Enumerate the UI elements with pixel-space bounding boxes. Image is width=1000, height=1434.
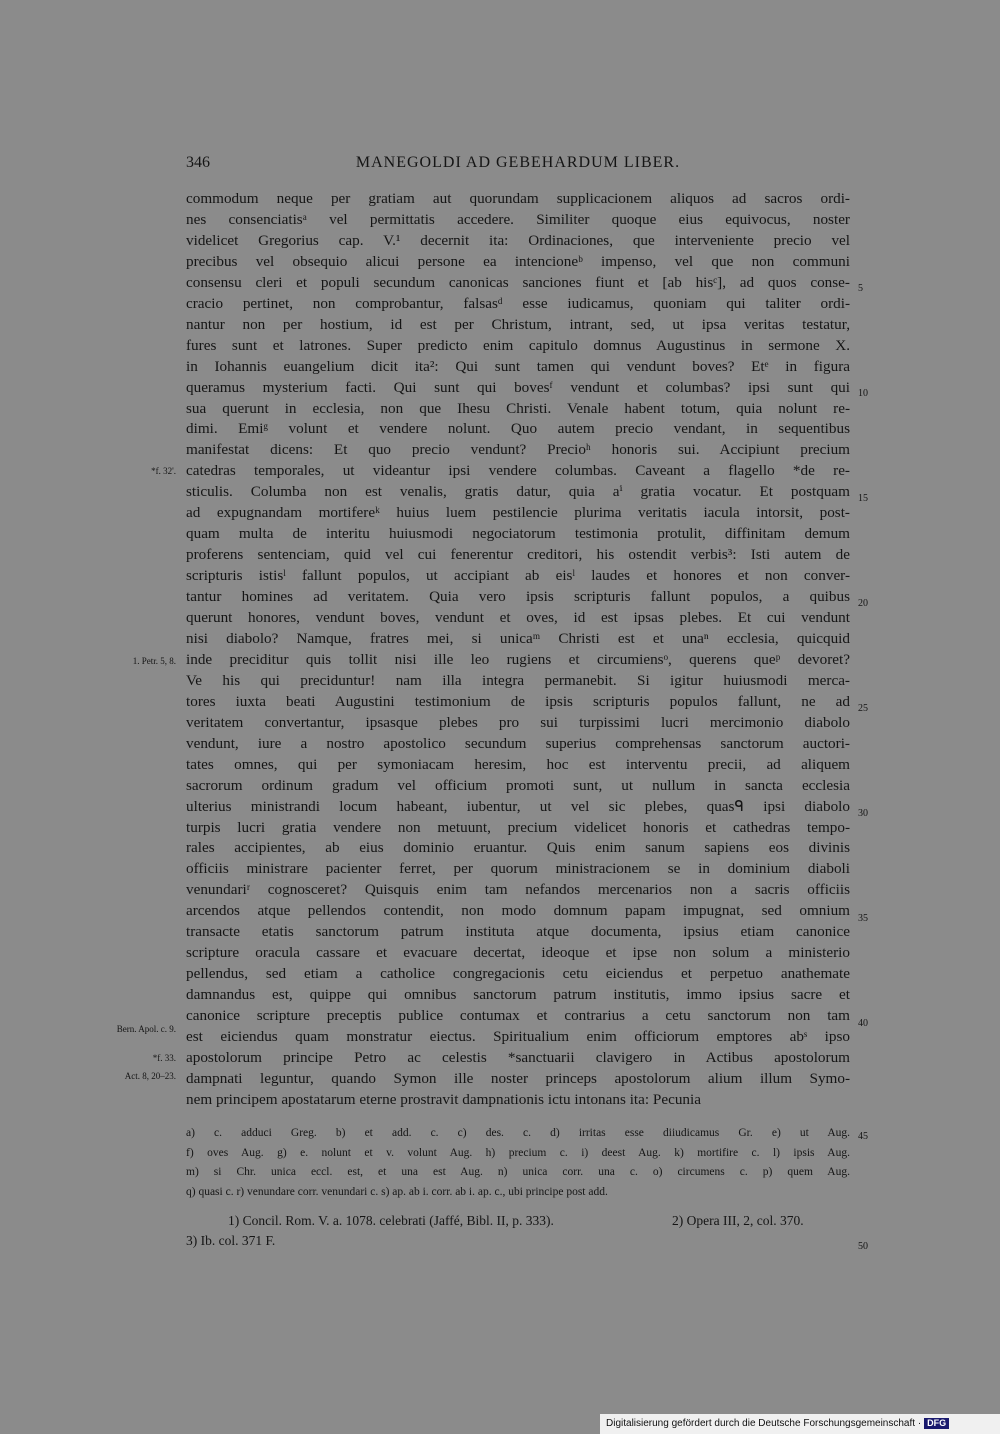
- text-line: tores iuxta beati Augustini testimonium de ipsis scripturis populos fallunt, ne ad: [186, 692, 850, 710]
- text-line: venundariʳ cognosceret? Quisquis enim tam nefandos mercenarios non a sacris officiis: [186, 881, 850, 899]
- line-number: 50: [858, 1241, 868, 1252]
- text-line: canonice scripture preceptis publice contumax et contrarius a cetu sanctorum non tam: [186, 1007, 850, 1024]
- text-line: scripture oracula cassare et evacuare decertat, ideoque et ipse non solum a ministerio: [186, 944, 850, 962]
- text-line: ad expugnandam mortifereᵏ huius luem pestilencie plurima veritatis iacula intorsit, post-: [186, 504, 850, 522]
- line-number: 45: [858, 1131, 868, 1142]
- text-line: nem principem apostatarum eterne prostravit dampnationis ictu intonans ita: Pecunia: [186, 1090, 701, 1108]
- text-line: consensu cleri et populi secundum canonicas sanciones fiunt et [ab hisᶜ], ad quos conse-: [186, 273, 850, 291]
- variant-note: q) quasi c. r) venundare corr. venundari c. s) ap. ab i. corr. ab i. ap. c., ubi principe post add.: [186, 1185, 608, 1198]
- text-line: sacrorum ordinum gradum vel officium promoti sunt, ut nullum in sancta ecclesia: [186, 776, 850, 794]
- margin-note: Act. 8, 20–23.: [124, 1071, 176, 1081]
- credit-text: Digitalisierung gefördert durch die Deutsche Forschungsgemeinschaft ·: [606, 1418, 922, 1429]
- text-line: est eiciendus quam monstratur eiectus. Spiritualium enim officiorum emptores abˢ ipso: [186, 1028, 850, 1045]
- text-line: tates omnes, qui per symoniacam heresim, hoc est interventu precii, ad aliquem: [186, 755, 850, 773]
- line-number: 40: [858, 1018, 868, 1029]
- text-line: precibus vel obsequio alicui persone ea intencioneᵇ impenso, vel que non communi: [186, 252, 850, 270]
- text-line: inde preciditur quis tollit nisi ille leo rugiens et circumiensᵒ, querens queᵖ devoret?: [186, 650, 850, 668]
- line-number: 35: [858, 913, 868, 924]
- text-line: quam multa de interitu huiusmodi negociatorum testimonia protulit, diffinitam demum: [186, 525, 850, 543]
- text-line: queramus mysterium facti. Qui sunt qui bovesᶠ vendunt et columbas? ipsi sunt qui: [186, 378, 850, 396]
- line-number: 5: [858, 283, 863, 294]
- text-line: manifestat dicens: Et quo precio vendunt? Precioʰ honoris sui. Accipiunt precium: [186, 441, 850, 459]
- line-number: 30: [858, 808, 868, 819]
- text-line: arcendos atque pellendos contendit, non modo domnum papam impugnat, sed omnium: [186, 902, 850, 920]
- text-line: dampnati leguntur, quando Symon ille noster princeps apostolorum alium illum Symo-: [186, 1069, 850, 1087]
- text-line: tantur homines ad veritatem. Quia vero ipsis scripturis fallunt populos, a quibus: [186, 588, 850, 605]
- text-line: dimi. Emiᵍ volunt et vendere nolunt. Quo autem precio vendant, in sequentibus: [186, 420, 850, 438]
- text-line: veritatem convertantur, ipsasque plebes pro sui turpissimi lucri mercimonio diabolo: [186, 713, 850, 731]
- page-number: 346: [186, 154, 210, 171]
- text-line: nes consenciatisᵃ vel permittatis accedere. Similiter quoque eius equivocus, noster: [186, 210, 850, 228]
- text-line: transacte etatis sanctorum patrum instituta atque documenta, ipsius etiam canonice: [186, 923, 850, 941]
- text-line: ulterius ministrandi locum habeant, iubentur, ut vel sic plebes, quasᑫ ipsi diabolo: [186, 797, 850, 815]
- text-line: cracio pertinet, non comprobantur, falsasᵈ esse iudicamus, quoniam qui taliter ordi-: [186, 294, 850, 312]
- margin-note: Bern. Apol. c. 9.: [116, 1024, 176, 1034]
- text-line: sua querunt in ecclesia, non que Ihesu Christi. Venale habent totum, quia nolunt re-: [186, 399, 850, 417]
- text-line: commodum neque per gratiam aut quorundam supplicacionem aliquos ad sacros ordi-: [186, 190, 850, 207]
- digitization-credit: [606, 1418, 949, 1430]
- text-line: videlicet Gregorius cap. V.¹ decernit ita: Ordinaciones, que interveniente precio vel: [186, 231, 850, 249]
- text-line: damnandus est, quippe qui omnibus sanctorum patrum institutis, immo ipsius sacre et: [186, 986, 850, 1004]
- variant-note: f) oves Aug. g) e. nolunt et v. volunt Aug. h) precium c. i) deest Aug. k) mortifire c. l) ipsis Aug.: [186, 1146, 850, 1159]
- text-line: rales accipientes, ab eius dominio eruantur. Quis enim sanum sapiens eos divinis: [186, 839, 850, 857]
- line-number: 15: [858, 493, 868, 504]
- margin-note: 1. Petr. 5, 8.: [132, 656, 176, 666]
- line-number: 10: [858, 388, 868, 399]
- text-line: proferens sentenciam, quid vel cui fenerentur creditori, his ostendit verbis³: Isti autem de: [186, 546, 850, 564]
- line-number: 20: [858, 598, 868, 609]
- text-line: querunt honores, vendunt boves, vendunt et oves, id est ipsas plebes. Et cui vendunt: [186, 609, 850, 626]
- text-line: fures sunt et latrones. Super predicto enim capitulo domnus Augustinus in sermone X.: [186, 336, 850, 354]
- source-note: 1) Concil. Rom. V. a. 1078. celebrati (Jaffé, Bibl. II, p. 333).: [228, 1213, 554, 1228]
- text-line: catedras temporales, ut videantur ipsi vendere columbas. Caveant a flagello *de re-: [186, 462, 850, 480]
- variant-note: a) c. adduci Greg. b) et add. c. c) des. c. d) irritas esse diiudicamus Gr. e) ut Aug.: [186, 1127, 850, 1139]
- margin-note: *f. 32'.: [151, 466, 176, 476]
- dfg-logo: DFG: [924, 1418, 949, 1429]
- text-line: vendunt, iure a nostro apostolico secundum superius comprehensas sanctorum auctori-: [186, 734, 850, 752]
- text-line: apostolorum principe Petro ac celestis *sanctuarii clavigero in Actibus apostolorum: [186, 1048, 850, 1066]
- running-head: MANEGOLDI AD GEBEHARDUM LIBER.: [355, 154, 681, 171]
- variant-note: m) si Chr. unica eccl. est, et una est Aug. n) unica corr. una c. o) circumens c. p) quem Aug.: [186, 1166, 850, 1178]
- margin-note: *f. 33.: [152, 1053, 176, 1063]
- source-note: 2) Opera III, 2, col. 370.: [672, 1213, 804, 1228]
- source-note: 3) Ib. col. 371 F.: [186, 1233, 276, 1248]
- text-line: nisi diabolo? Namque, fratres mei, si unicaᵐ Christi est et unaⁿ ecclesia, quicquid: [186, 630, 850, 647]
- text-line: nantur non per hostium, id est per Christum, intrant, sed, ut ipsa veritas testatur,: [186, 315, 850, 333]
- text-line: Ve his qui preciduntur! nam illa integra permanebit. Si igitur huiusmodi merca-: [186, 671, 850, 689]
- text-line: officiis ministrare pacienter ferret, per quorum ministracionem se in dominium diaboli: [186, 860, 850, 878]
- text-line: pellendus, sed etiam a catholice congregacionis cetu eiciendus et perpetuo anathemate: [186, 965, 850, 983]
- text-line: in Iohannis euangelium dicit ita²: Qui sunt tamen qui vendunt boves? Etᵉ in figura: [186, 357, 850, 375]
- text-line: sticulis. Columba non est venalis, gratis datur, quia aⁱ gratia vocatur. Et postquam: [186, 483, 850, 501]
- text-line: scripturis istisˡ fallunt populos, ut accipiant ab eisˡ laudes et honores et non conver-: [186, 567, 850, 585]
- text-line: turpis lucri gratia vendere non metuunt, precium videlicet honoris et cathedras tempo-: [186, 818, 850, 836]
- page-header: [186, 154, 850, 174]
- line-number: 25: [858, 703, 868, 714]
